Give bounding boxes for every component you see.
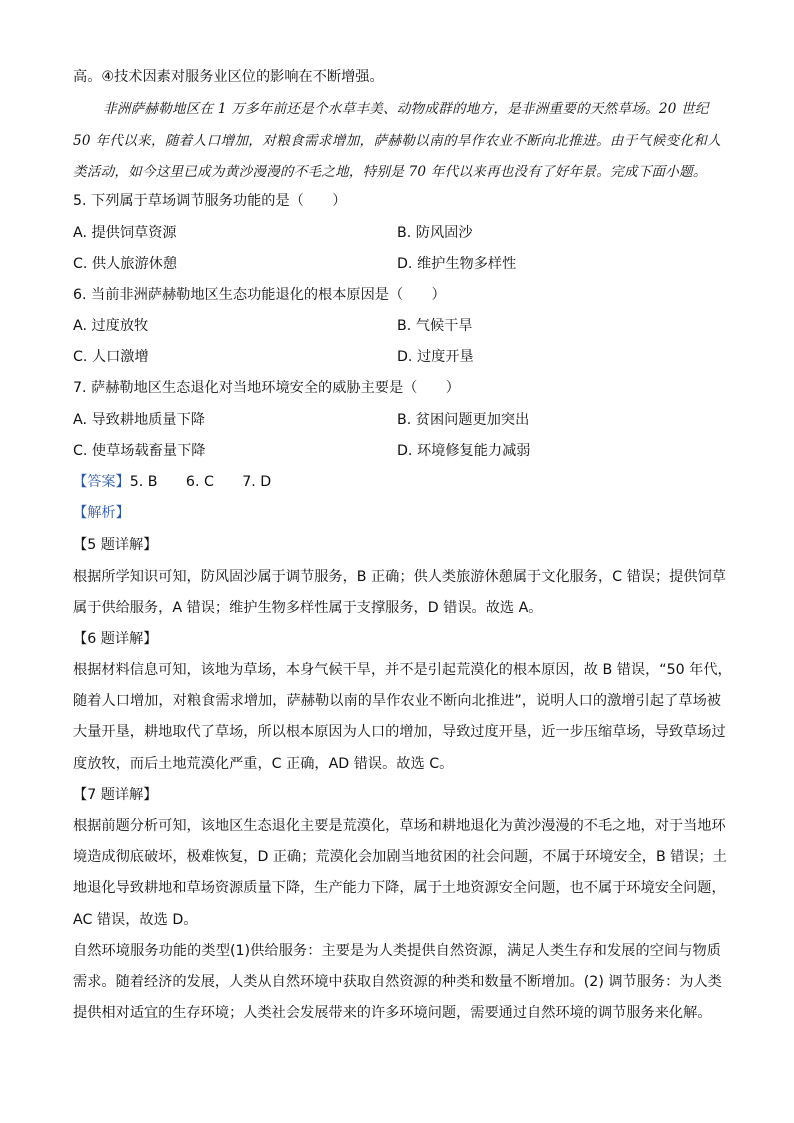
detail-line: 根据前题分析可知，该地区生态退化主要是荒漠化，草场和耕地退化为黄沙漫漫的不毛之地，对于当地环 xyxy=(73,818,726,834)
detail-line: 度放牧，而后土地荒漠化严重，C 正确，AD 错误。故选 C。 xyxy=(73,756,454,772)
option-a: A. 导致耕地质量下降 xyxy=(73,412,205,428)
answer-text: 5. B 6. C 7. D xyxy=(129,474,272,490)
passage-line: 50 年代以来，随着人口增加，对粮食需求增加，萨赫勒以南的旱作农业不断向北推进。由于气候变化和人 xyxy=(73,133,721,149)
detail-line: 地退化导致耕地和草场资源质量下降，生产能力下降，属于土地资源安全问题，也不属于环境安全问题， xyxy=(73,880,726,896)
option-d: D. 环境修复能力减弱 xyxy=(397,443,531,459)
option-c: C. 供人旅游休憩 xyxy=(73,256,178,272)
option-b: B. 防风固沙 xyxy=(397,225,473,241)
option-d: D. 过度开垦 xyxy=(397,349,474,365)
detail-line: AC 错误，故选 D。 xyxy=(73,912,198,928)
option-a: A. 过度放牧 xyxy=(73,318,149,334)
extra-line: 需求。随着经济的发展，人类从自然环境中获取自然资源的种类和数量不断增加。(2) 调节服务：为人类 xyxy=(73,974,722,990)
extra-line: 提供相对适宜的生存环境；人类社会发展带来的许多环境问题，需要通过自然环境的调节服务来化解。 xyxy=(73,1005,712,1021)
option-d: D. 维护生物多样性 xyxy=(397,256,517,272)
answer-label: 【答案】 xyxy=(73,474,130,490)
option-b: B. 气候干旱 xyxy=(397,318,473,334)
detail-line: 大量开垦，耕地取代了草场，所以根本原因为人口的增加，导致过度开垦，近一步压缩草场，导致草场过 xyxy=(73,724,726,740)
passage-line: 非洲萨赫勒地区在 1 万多年前还是个水草丰美、动物成群的地方，是非洲重要的天然草场。20 世纪 xyxy=(103,101,709,117)
detail-label: 【7 题详解】 xyxy=(73,787,158,803)
detail-line: 根据所学知识可知，防风固沙属于调节服务，B 正确；供人类旅游休憩属于文化服务，C 错误；提供饲草 xyxy=(73,569,726,585)
detail-line: 根据材料信息可知，该地为草场，本身气候干旱，并不是引起荒漠化的根本原因，故 B 错误，“50 年代， xyxy=(73,662,732,678)
option-c: C. 使草场载畜量下降 xyxy=(73,443,206,459)
detail-label: 【5 题详解】 xyxy=(73,537,158,553)
answer-line xyxy=(73,472,271,492)
intro-line: 高。④技术因素对服务业区位的影响在不断增强。 xyxy=(73,69,384,85)
question-stem: 5. 下列属于草场调节服务功能的是（ ） xyxy=(73,193,347,209)
question-stem: 6. 当前非洲萨赫勒地区生态功能退化的根本原因是（ ） xyxy=(73,287,446,303)
option-a: A. 提供饲草资源 xyxy=(73,225,177,241)
extra-line: 自然环境服务功能的类型(1)供给服务：主要是为人类提供自然资源，满足人类生存和发展的空间与物质 xyxy=(73,943,721,959)
question-stem: 7. 萨赫勒地区生态退化对当地环境安全的威胁主要是（ ） xyxy=(73,380,460,396)
analysis-label: 【解析】 xyxy=(73,505,130,521)
option-b: B. 贫困问题更加突出 xyxy=(397,412,530,428)
option-c: C. 人口激增 xyxy=(73,349,149,365)
detail-line: 境造成彻底破坏，极难恢复，D 正确；荒漠化会加剧当地贫困的社会问题，不属于环境安全，B 错误；土 xyxy=(73,849,727,865)
passage-line: 类活动，如今这里已成为黄沙漫漫的不毛之地，特别是 70 年代以来再也没有了好年景。完成下面小题。 xyxy=(73,164,707,180)
detail-label: 【6 题详解】 xyxy=(73,631,158,647)
detail-line: 随着人口增加，对粮食需求增加，萨赫勒以南的旱作农业不断向北推进”，说明人口的激增引起了草场被 xyxy=(73,693,721,709)
detail-line: 属于供给服务，A 错误；维护生物多样性属于支撑服务，D 错误。故选 A。 xyxy=(73,600,543,616)
